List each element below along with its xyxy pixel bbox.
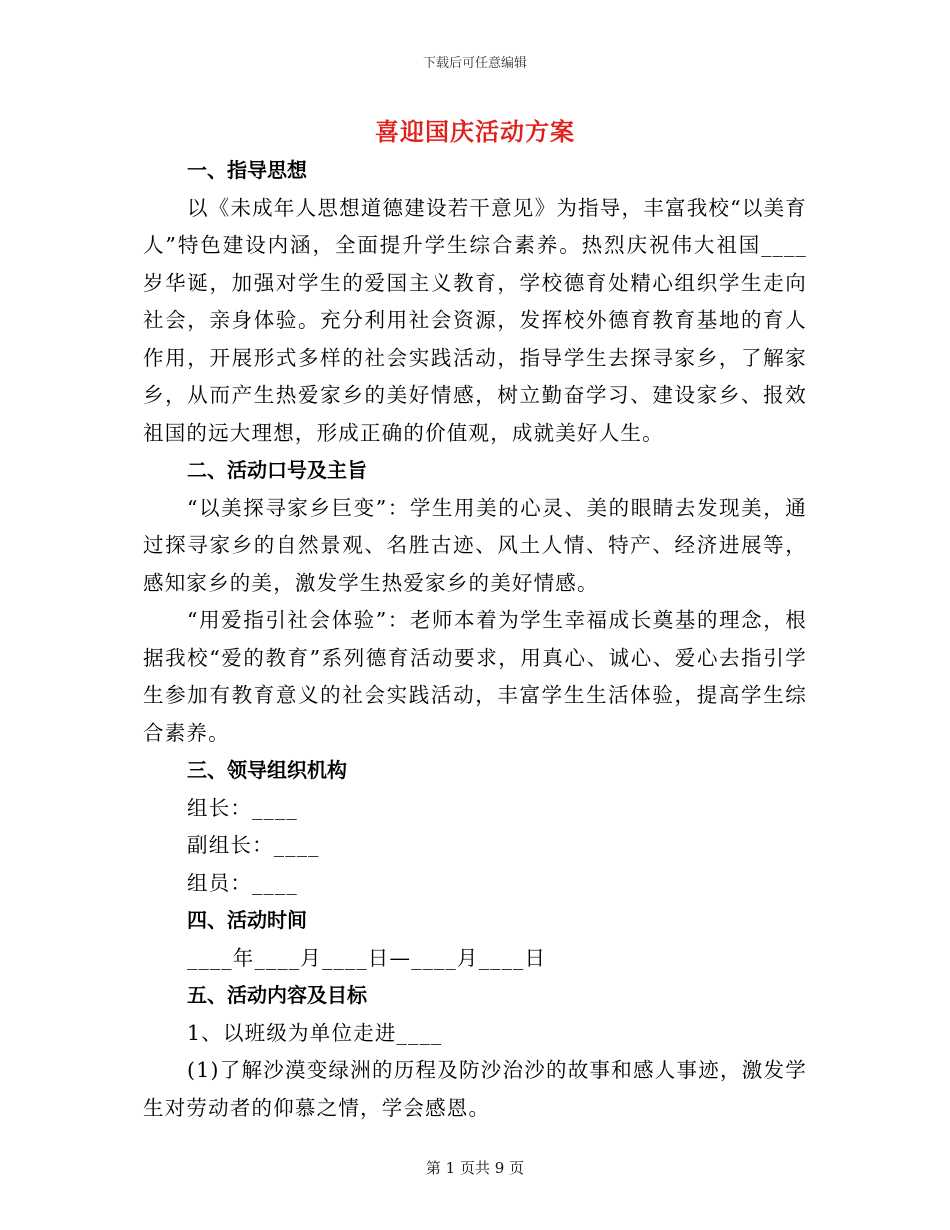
paragraph-slogan-1: “以美探寻家乡巨变”：学生用美的心灵、美的眼睛去发现美，通过探寻家乡的自然景观、名胜古迹、风土人情、特产、经济进展等，感知家乡的美，激发学生热爱家乡的美好情感。 — [143, 495, 807, 595]
document-title: 喜迎国庆活动方案 — [375, 117, 575, 146]
section-heading-slogan: 二、活动口号及主旨 — [187, 458, 367, 482]
org-members-line: 组员：____ — [187, 870, 298, 895]
page-footer: 第 1 页共 9 页 — [425, 1159, 525, 1177]
section-heading-organization: 三、领导组织机构 — [187, 758, 347, 782]
content-item-1: 1、以班级为单位走进____ — [187, 1020, 443, 1045]
content-item-1-1: (1)了解沙漠变绿洲的历程及防沙治沙的故事和感人事迹，激发学生对劳动者的仰慕之情，学会感恩。 — [143, 1058, 807, 1120]
section-heading-time: 四、活动时间 — [187, 908, 307, 932]
org-leader-line: 组长：____ — [187, 795, 298, 820]
header-note: 下载后可任意编辑 — [422, 56, 527, 71]
activity-time-line: ____年____月____日—____月____日 — [187, 945, 547, 970]
document-body — [143, 152, 807, 1127]
org-vice-leader-line: 副组长：____ — [187, 833, 320, 857]
section-heading-content: 五、活动内容及目标 — [187, 983, 367, 1007]
section-heading-guiding-thought: 一、指导思想 — [187, 158, 307, 182]
paragraph-slogan-2: “用爱指引社会体验”：老师本着为学生幸福成长奠基的理念，根据我校“爱的教育”系列德育活动要求，用真心、诚心、爱心去指引学生参加有教育意义的社会实践活动，丰富学生生活体验，提高学生综合素养。 — [143, 608, 807, 745]
paragraph-guiding-thought: 以《未成年人思想道德建设若干意见》为指导，丰富我校“以美育人”特色建设内涵，全面提升学生综合素养。热烈庆祝伟大祖国____岁华诞，加强对学生的爱国主义教育，学校德育处精心组织学生走向社会，亲身体验。充分利用社会资源，发挥校外德育教育基地的育人作用，开展形式多样的社会实践活动，指导学生去探寻家乡，了解家乡，从而产生热爱家乡的美好情感，树立勤奋学习、建设家乡、报效祖国的远大理想，形成正确的价值观，成就美好人生。 — [143, 195, 807, 445]
